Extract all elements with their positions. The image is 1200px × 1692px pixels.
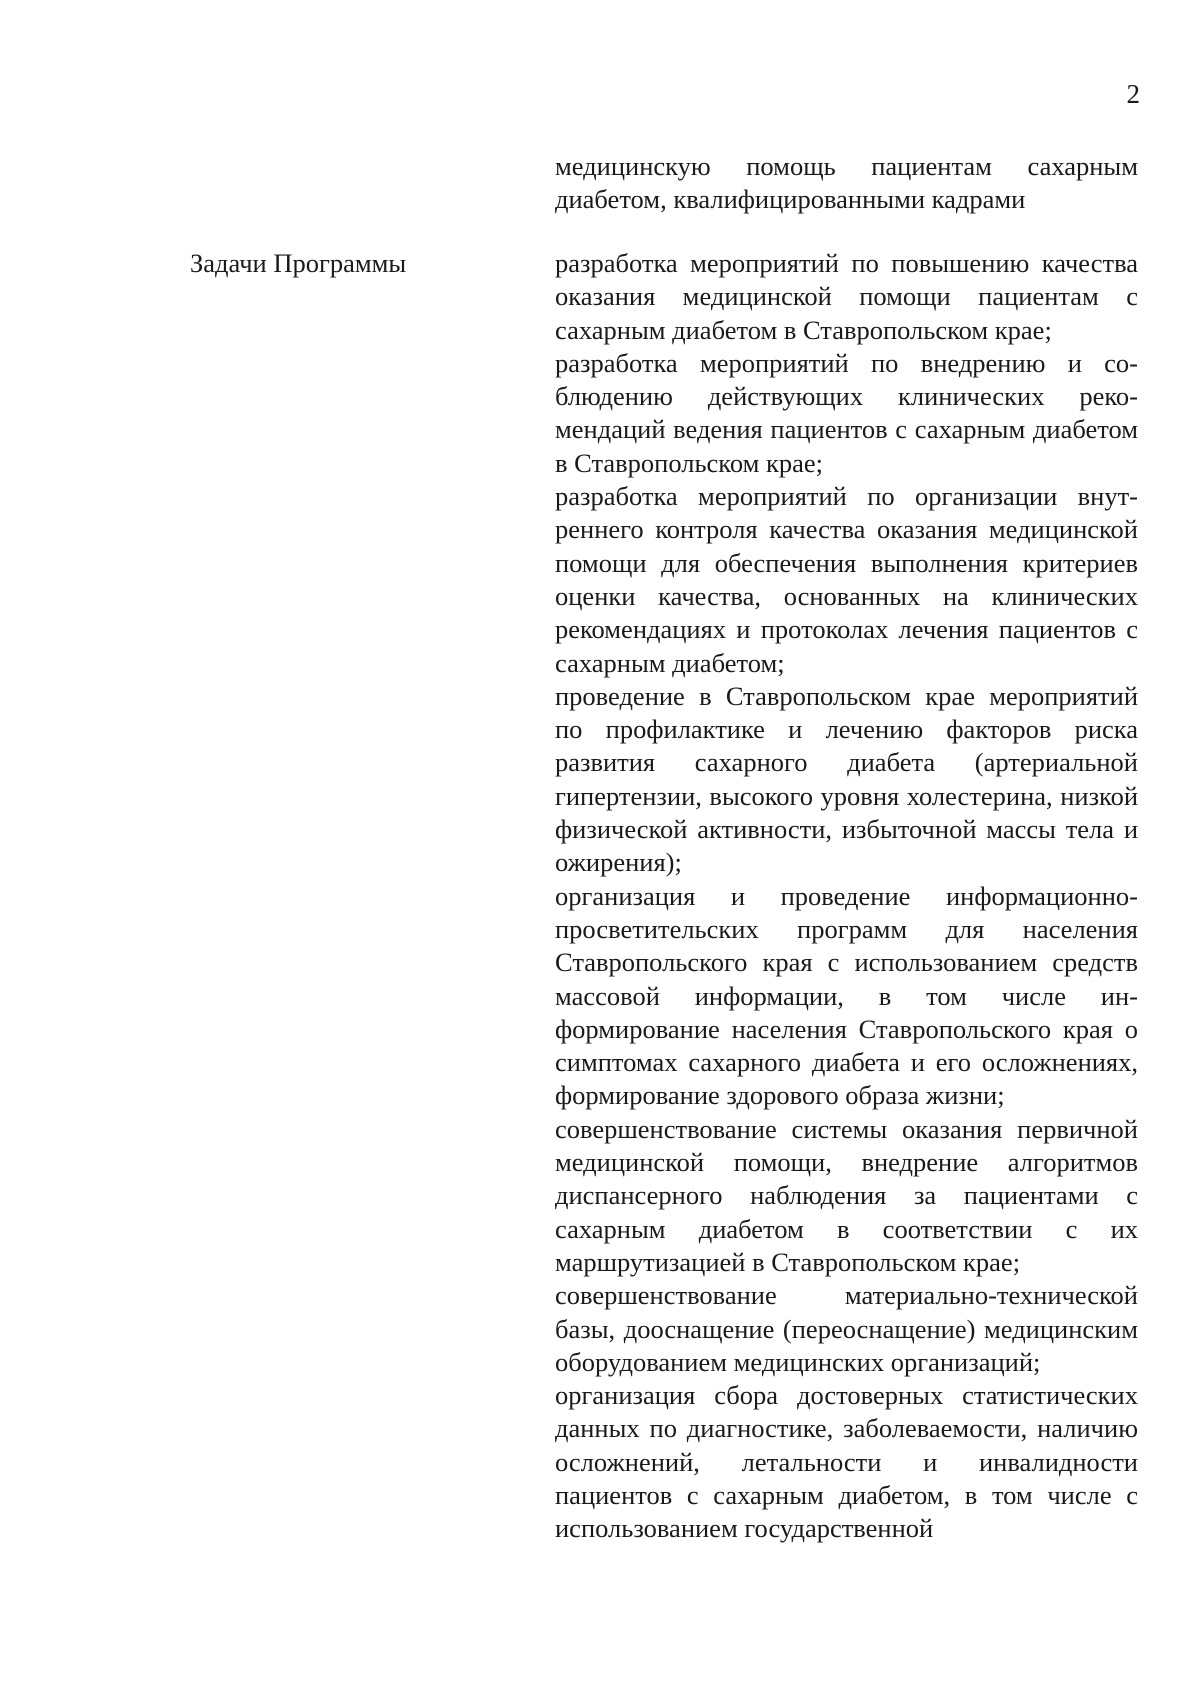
task-item: совершенствование материально-технической базы, дооснащение (переоснащение) медицинским оборудованием медицинских организаций; xyxy=(555,1280,1138,1377)
tasks-list xyxy=(555,247,1138,1546)
section-label: Задачи Программы xyxy=(190,248,407,278)
continuation-paragraph: медицинскую помощь пациентам сахарным диабетом, квалифицированными кадрами xyxy=(555,151,1138,214)
task-item: разработка мероприятий по внедрению и соблюдению действующих клинических рекомендаций ведения пациентов с сахарным диабетом в Ставропольском крае; xyxy=(555,347,1138,478)
task-item: организация сбора достоверных статистических данных по диагностике, заболеваемости, наличию осложнений, летальности и инвалидности пациентов с сахарным диабетом, в том числе с использованием государственной xyxy=(555,1380,1138,1544)
task-item: разработка мероприятий по организации внутреннего контроля качества оказания медицинской помощи для обеспечения выполнения критериев оценки качества, основанных на клинических рекомендациях и протоколах лечения пациентов с сахарным диабетом; xyxy=(555,481,1138,678)
task-item: совершенствование системы оказания первичной медицинской помощи, внедрение алгоритмов диспансерного наблюдения за пациентами с сахарным диабетом в соответствии с их маршрутизацией в Ставропольском крае; xyxy=(555,1113,1138,1277)
task-item: проведение в Ставропольском крае мероприятий по профилактике и лечению факторов риска развития сахарного диабета (артериальной гипертензии, высокого уровня холестерина, низкой физической активности, избыточной массы тела и ожирения); xyxy=(555,680,1138,878)
task-item: разработка мероприятий по повышению качества оказания медицинской помощи пациентам с сахарным диабетом в Ставропольском крае; xyxy=(555,248,1138,345)
task-item: организация и проведение информационно-просветительских программ для населения Ставропольского края с использованием средств массовой информации, в том числе информирование населения Ставропольского края о симптомах сахарного диабета и его осложнениях, формирование здорового образа жизни; xyxy=(555,880,1138,1111)
continuation-text xyxy=(555,150,1138,216)
page-number: 2 xyxy=(1126,79,1140,109)
